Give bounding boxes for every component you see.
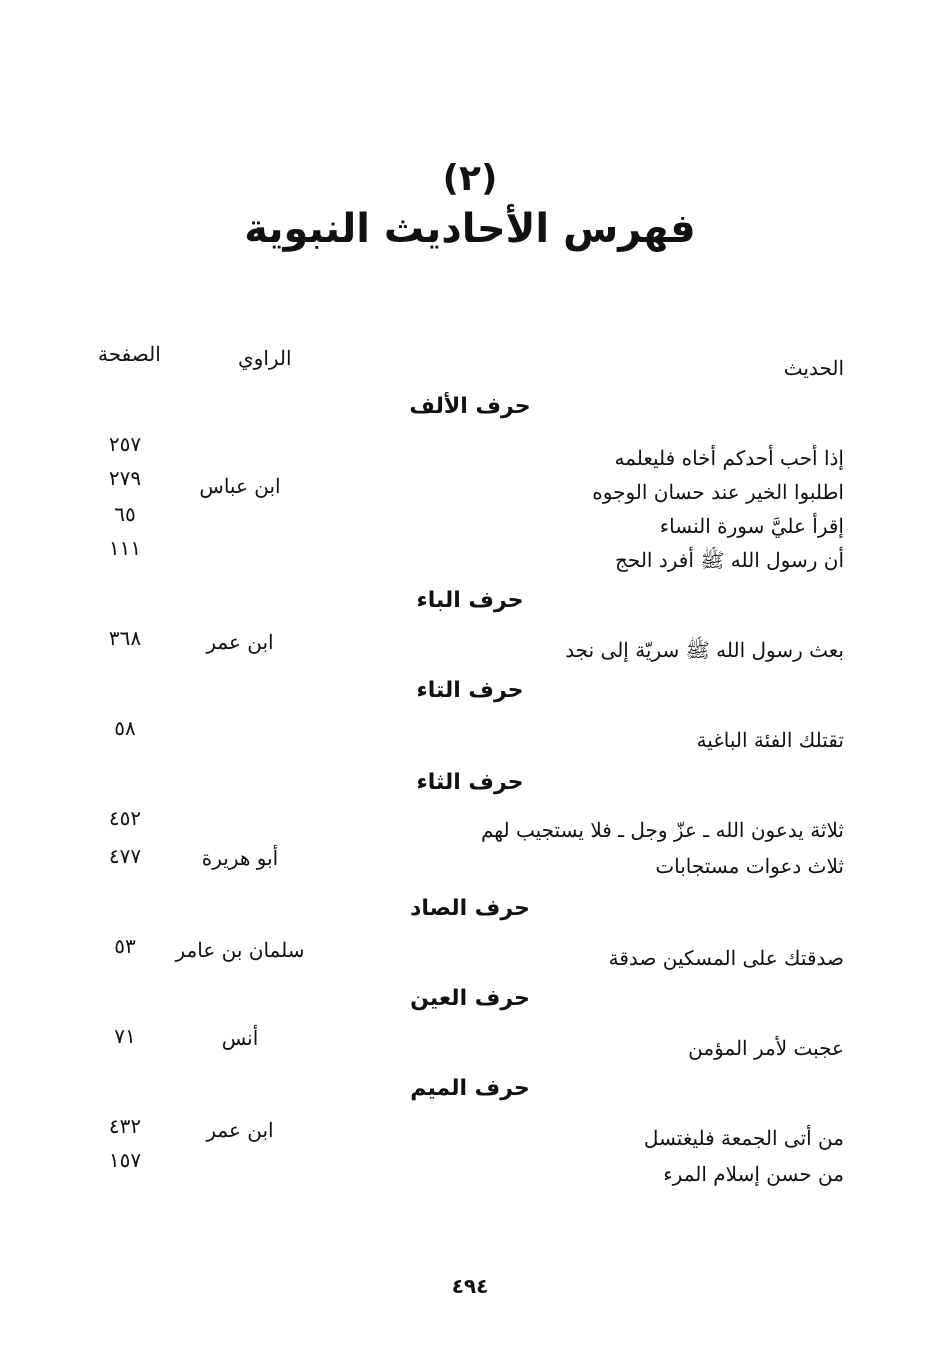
hadith-entry: تقتلك الفئة الباغية [696,728,844,752]
hadith-entry: عجبت لأمر المؤمن [688,1036,844,1060]
page-number: ٧١ [114,1024,136,1048]
page-number: ٦٥ [114,502,136,526]
hadith-column-header: الحديث [783,356,844,380]
page-number: ٥٣ [114,934,136,958]
page-number: ٢٧٩ [108,466,142,490]
section-heading-sad: حرف الصاد [410,896,530,921]
page-title: فهرس الأحاديث النبوية [244,206,696,252]
page-number: ١١١ [108,536,142,560]
hadith-entry: أن رسول الله ﷺ أفرد الحج [615,548,844,572]
folio-page-number: ٤٩٤ [451,1274,489,1298]
narrator: أنس [221,1026,259,1050]
section-heading-ta: حرف التاء [416,678,524,703]
page-column-header: الصفحة [98,342,161,366]
section-heading-ayn: حرف العين [410,986,530,1011]
section-heading-alif: حرف الألف [409,394,531,419]
hadith-entry: بعث رسول الله ﷺ سريّة إلى نجد [565,638,844,662]
hadith-entry: إذا أحب أحدكم أخاه فليعلمه [614,446,844,470]
page-number: ٤٣٢ [108,1114,142,1138]
index-number: (٢) [442,158,498,199]
hadith-entry: اطلبوا الخير عند حسان الوجوه [592,480,844,504]
hadith-entry: من حسن إسلام المرء [663,1162,844,1186]
section-heading-mim: حرف الميم [410,1076,530,1101]
hadith-entry: إقرأ عليَّ سورة النساء [659,514,844,538]
narrator-column-header: الراوي [238,346,292,370]
hadith-entry: ثلاث دعوات مستجابات [655,854,844,878]
hadith-entry: من أتى الجمعة فليغتسل [643,1126,844,1150]
page-number: ٥٨ [114,716,136,740]
section-heading-tha: حرف الثاء [416,770,524,795]
page-number: ٢٥٧ [108,432,142,456]
narrator: ابن عمر [206,1118,274,1142]
section-heading-ba: حرف الباء [416,588,524,613]
page-number: ٣٦٨ [108,626,142,650]
hadith-entry: صدقتك على المسكين صدقة [608,946,844,970]
narrator: أبو هريرة [201,846,279,870]
narrator: سلمان بن عامر [175,938,305,962]
hadith-entry: ثلاثة يدعون الله ـ عزّ وجل ـ فلا يستجيب لهم [480,818,844,842]
page-number: ٤٥٢ [108,806,142,830]
narrator: ابن عمر [206,630,274,654]
narrator: ابن عباس [199,474,281,498]
page-number: ٤٧٧ [108,844,142,868]
page-number: ١٥٧ [108,1148,142,1172]
